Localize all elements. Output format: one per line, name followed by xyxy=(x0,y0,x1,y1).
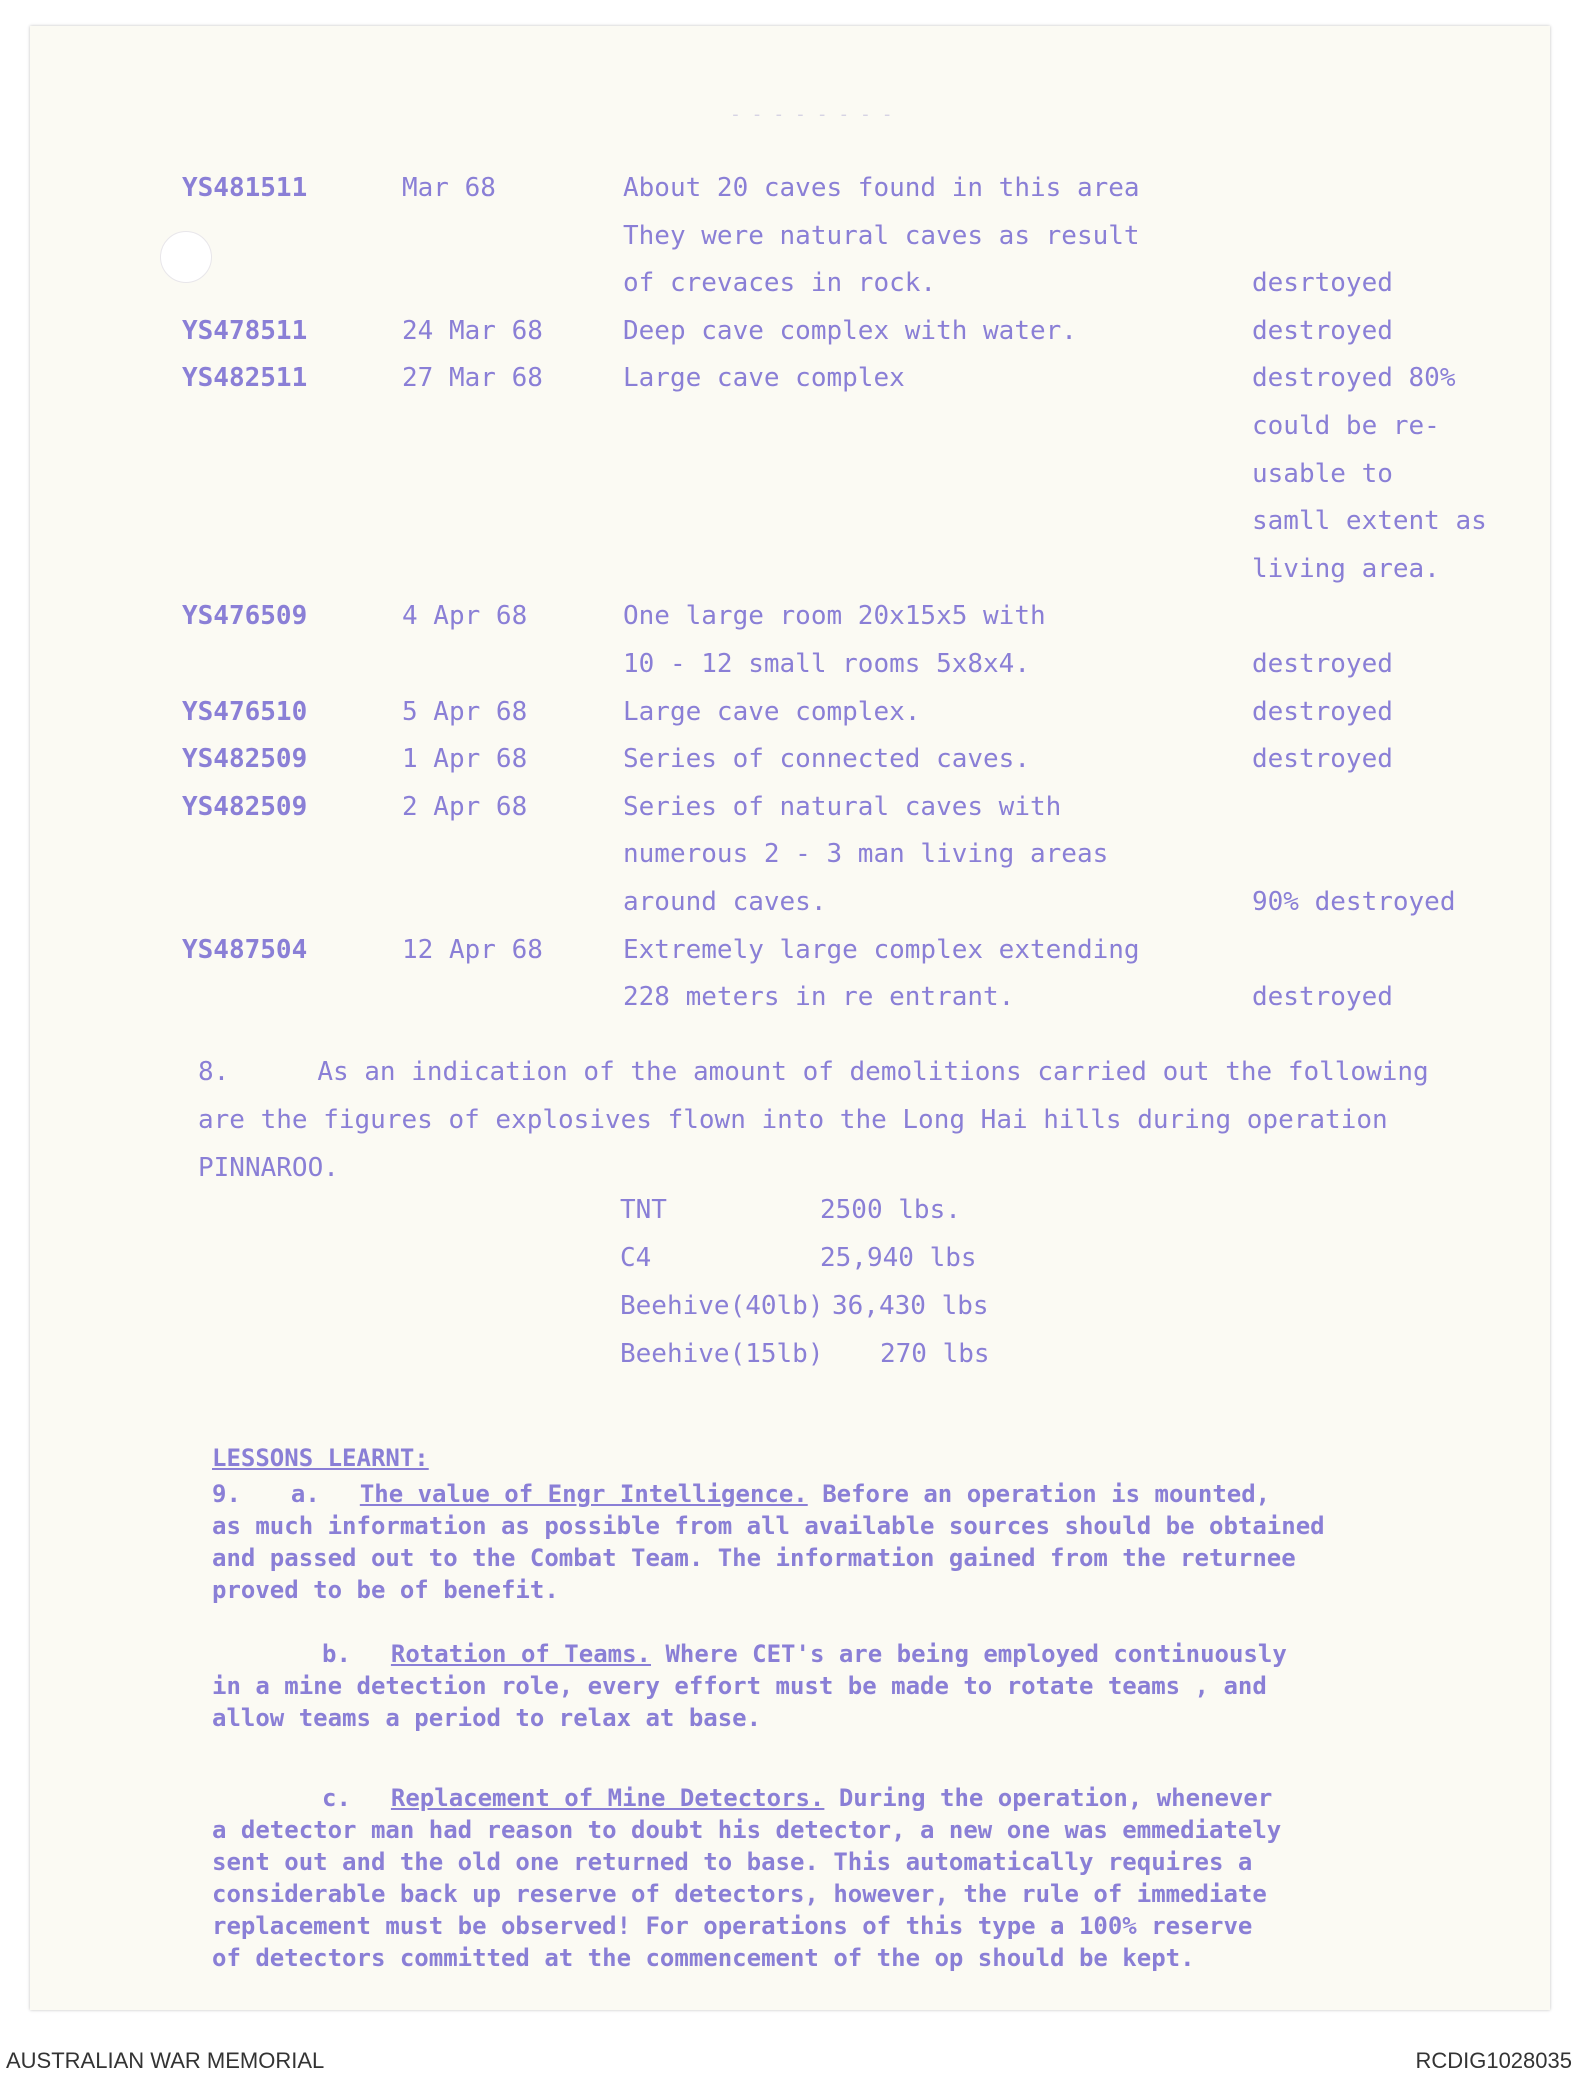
footer-source: AUSTRALIAN WAR MEMORIAL xyxy=(6,2048,325,2073)
explosive-name: C4 xyxy=(620,1243,652,1273)
cave-entry xyxy=(30,926,1550,1021)
lessons-heading: LESSONS LEARNT: xyxy=(212,1444,429,1472)
para8-text-2: are the figures of explosives flown into the Long Hai hills during operation xyxy=(198,1105,1388,1135)
explosive-row xyxy=(620,1186,1040,1234)
lesson-a-text-3: and passed out to the Combat Team. The information gained from the returnee xyxy=(212,1544,1296,1572)
para8-line-1 xyxy=(198,1048,1429,1096)
lesson-b-title: Rotation of Teams. xyxy=(390,1640,651,1668)
entry-description-line: of crevaces in rock. xyxy=(623,268,937,299)
entry-description-line: One large room 20x15x5 with xyxy=(623,601,1046,632)
entry-description-line: numerous 2 - 3 man living areas xyxy=(623,839,1109,870)
lesson-c-line-1 xyxy=(212,1782,1281,1814)
grid-reference: YS482509 xyxy=(182,791,308,822)
lesson-c xyxy=(212,1782,1281,1974)
lesson-a-text-2: as much information as possible from all available sources should be obtained xyxy=(212,1512,1325,1540)
lesson-a-title: The value of Engr Intelligence. xyxy=(359,1480,808,1508)
explosive-row xyxy=(620,1282,1040,1330)
para8-number: 8. xyxy=(198,1057,230,1087)
entry-description-line: They were natural caves as result xyxy=(623,220,1140,251)
lesson-b-text-1: Where CET's are being employed continuously xyxy=(665,1640,1287,1668)
entry-date: 4 Apr 68 xyxy=(402,601,528,632)
lesson-a-line-1 xyxy=(212,1478,1325,1510)
lesson-a-text-1: Before an operation is mounted, xyxy=(822,1480,1271,1508)
grid-reference: YS478511 xyxy=(182,315,308,346)
entry-result-line: desrtoyed xyxy=(1252,268,1393,299)
lesson-b-text-2: in a mine detection role, every effort must be made to rotate teams , and xyxy=(212,1672,1267,1700)
cave-entry xyxy=(30,783,1550,926)
cave-entry xyxy=(30,688,1550,736)
entry-result-line: samll extent as xyxy=(1252,506,1487,537)
entry-result-line: destroyed xyxy=(1252,315,1393,346)
lesson-c-text-2: a detector man had reason to doubt his detector, a new one was emmediately xyxy=(212,1816,1282,1844)
lesson-b-line-1 xyxy=(212,1638,1287,1670)
lesson-a-letter: a. xyxy=(290,1480,320,1508)
explosive-amount: 270 lbs xyxy=(880,1339,990,1369)
para8-text-3: PINNAROO. xyxy=(198,1153,339,1183)
entry-result-line: destroyed xyxy=(1252,696,1393,727)
cave-entry xyxy=(30,164,1550,307)
entry-description-line: Series of connected caves. xyxy=(623,744,1030,775)
entry-date: 1 Apr 68 xyxy=(402,744,528,775)
lesson-c-text-4: considerable back up reserve of detectors, however, the rule of immediate xyxy=(212,1880,1267,1908)
entry-date: Mar 68 xyxy=(402,173,496,203)
lesson-c-title: Replacement of Mine Detectors. xyxy=(390,1784,825,1812)
entry-description-line: Deep cave complex with water. xyxy=(623,315,1077,346)
paragraph-8 xyxy=(198,1048,1429,1192)
entry-result-line: destroyed 80% xyxy=(1252,363,1456,394)
explosive-amount: 2500 lbs. xyxy=(820,1195,961,1225)
explosive-amount: 25,940 lbs xyxy=(820,1243,977,1273)
entry-description-line: Large cave complex xyxy=(623,363,905,394)
footer-id: RCDIG1028035 xyxy=(1415,2048,1572,2073)
entry-date: 5 Apr 68 xyxy=(402,696,528,727)
explosives-list xyxy=(620,1186,1040,1378)
grid-reference: YS482509 xyxy=(182,744,308,775)
entry-result-line: usable to xyxy=(1252,458,1393,489)
lesson-c-text-1: During the operation, whenever xyxy=(838,1784,1273,1812)
entry-result-line: destroyed xyxy=(1252,744,1393,775)
cave-entry xyxy=(30,592,1550,687)
entry-result-line: living area. xyxy=(1252,553,1440,584)
entry-result-line: destroyed xyxy=(1252,982,1393,1013)
explosive-row xyxy=(620,1330,1040,1378)
grid-reference: YS487504 xyxy=(182,934,308,965)
para9-number: 9. xyxy=(212,1480,241,1508)
lesson-c-text-6: of detectors committed at the commencement of the op should be kept. xyxy=(212,1944,1195,1972)
grid-reference: YS476510 xyxy=(182,696,308,727)
para8-text-1: As an indication of the amount of demolitions carried out the following xyxy=(317,1057,1429,1087)
lesson-a xyxy=(212,1478,1325,1606)
entry-result-line: 90% destroyed xyxy=(1252,886,1456,917)
entry-date: 2 Apr 68 xyxy=(402,791,528,822)
lesson-c-letter: c. xyxy=(322,1784,351,1812)
grid-reference: YS476509 xyxy=(182,601,308,632)
entry-description-line: Series of natural caves with xyxy=(623,791,1062,822)
entry-description-line: Large cave complex. xyxy=(623,696,921,727)
lesson-c-text-3: sent out and the old one returned to base. This automatically requires a xyxy=(212,1848,1253,1876)
explosive-amount: 36,430 lbs xyxy=(832,1291,989,1321)
explosive-name: Beehive(15lb) xyxy=(620,1339,824,1369)
entry-date: 12 Apr 68 xyxy=(402,934,543,965)
explosive-name: Beehive(40lb) xyxy=(620,1291,824,1321)
lesson-b xyxy=(212,1638,1287,1734)
explosive-name: TNT xyxy=(620,1195,667,1225)
cave-entry xyxy=(30,354,1550,592)
entry-description-line: About 20 caves found in this area xyxy=(623,173,1140,203)
lesson-a-text-4: proved to be of benefit. xyxy=(212,1576,559,1604)
cave-entry xyxy=(30,735,1550,783)
entry-description-line: Extremely large complex extending xyxy=(623,934,1140,965)
entry-description-line: around caves. xyxy=(623,886,827,917)
cave-entry xyxy=(30,307,1550,355)
lesson-b-text-3: allow teams a period to relax at base. xyxy=(212,1704,762,1732)
explosive-row xyxy=(620,1234,1040,1282)
entry-description-line: 228 meters in re entrant. xyxy=(623,982,1015,1013)
entry-result-line: destroyed xyxy=(1252,648,1393,679)
lesson-b-letter: b. xyxy=(322,1640,351,1668)
entry-result-line: could be re- xyxy=(1252,410,1440,441)
grid-reference: YS482511 xyxy=(182,363,308,394)
entry-date: 24 Mar 68 xyxy=(402,315,543,346)
document-page xyxy=(30,26,1550,2010)
grid-reference: YS481511 xyxy=(182,173,308,203)
bleed-through-marks: - - - - - - - - xyxy=(730,104,893,125)
entry-date: 27 Mar 68 xyxy=(402,363,543,394)
entry-description-line: 10 - 12 small rooms 5x8x4. xyxy=(623,648,1030,679)
lesson-c-text-5: replacement must be observed! For operations of this type a 100% reserve xyxy=(212,1912,1253,1940)
